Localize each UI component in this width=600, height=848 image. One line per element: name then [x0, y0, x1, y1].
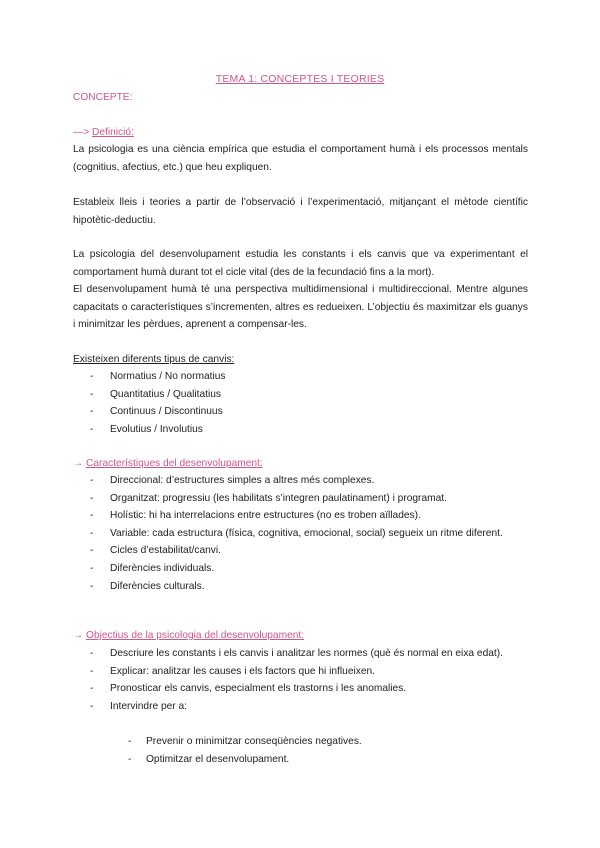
list-item: - Diferències individuals. [73, 560, 528, 578]
arrow-icon: → [73, 458, 87, 469]
list-item: - Variable: cada estructura (física, cognitiva, emocional, social) segueix un ritme diferent. [73, 525, 528, 543]
list-item: - Normatius / No normatius [73, 368, 528, 386]
list-item: - Organitzat: progressiu (les habilitats s’integren paulatinament) i programat. [73, 490, 528, 508]
list-item: - Optimitzar el desenvolupament. [73, 751, 528, 769]
page-title: TEMA 1: CONCEPTES I TEORIES [215, 73, 385, 85]
paragraph-psicologia-desenvolupament: La psicologia del desenvolupament estudia les constants i els canvis que va experimentant el comportament humà durant tot el cicle vital (des de la fecundació fins a la mort). [73, 249, 528, 278]
caracteristiques-heading-text: Característiques del desenvolupament: [86, 458, 263, 469]
definicio-heading-text: Definició: [91, 127, 134, 138]
arrow-icon: → [73, 630, 87, 641]
list-item: - Pronosticar els canvis, especialment els trastorns i les anomalies. [73, 680, 528, 698]
objectius-heading-text: Objectius de la psicologia del desenvolupament: [86, 630, 305, 641]
list-item: - Continuus / Discontinuus [73, 403, 528, 421]
canvis-heading: Existeixen diferents tipus de canvis: [73, 354, 235, 365]
list-item: - Cicles d’estabilitat/canvi. [73, 542, 528, 560]
objectius-list [73, 645, 528, 715]
list-item: - Holístic: hi ha interrelacions entre estructures (no es troben aïllades). [73, 507, 528, 525]
paragraph-definicio: La psicologia es una ciència empírica que estudia el comportament humà i els processos mentals (cognitius, afectius, etc.) que heu expliquen. [73, 144, 528, 173]
list-item: - Prevenir o minimitzar conseqüències negatives. [73, 733, 528, 751]
list-item: - Descriure les constants i els canvis i analitzar les normes (què és normal en eixa edat). [73, 645, 528, 663]
canvis-list [73, 368, 528, 438]
definicio-heading [73, 124, 528, 142]
objectius-heading [73, 627, 528, 645]
list-item: - Explicar: analitzar les causes i els factors que hi influeixen. [73, 663, 528, 681]
caracteristiques-heading [73, 455, 528, 473]
list-item: - Direccional: d’estructures simples a altres més complexes. [73, 472, 528, 490]
list-item: - Quantitatius / Qualitatius [73, 386, 528, 404]
objectius-sublist [73, 733, 528, 768]
paragraph-lleis: Estableix lleis i teories a partir de l’observació i l’experimentació, mitjançant el mètode científic hipotètic-deductiu. [73, 197, 528, 226]
list-item: - Diferències culturals. [73, 578, 528, 596]
section-heading: CONCEPTE: [73, 92, 133, 103]
list-item: - Evolutius / Involutius [73, 421, 528, 439]
caracteristiques-list [73, 472, 528, 595]
list-item: - Intervindre per a: [73, 698, 528, 716]
paragraph-perspectiva: El desenvolupament humà té una perspectiva multidimensional i multidireccional. Mentre algunes capacitats o característiques s’incrementen, altres es redueixen. L’objectiu és maximitzar els guanys i minimitzar les pèrdues, aprenent a compensar-les. [73, 284, 528, 331]
arrow-icon: —> [73, 127, 92, 138]
